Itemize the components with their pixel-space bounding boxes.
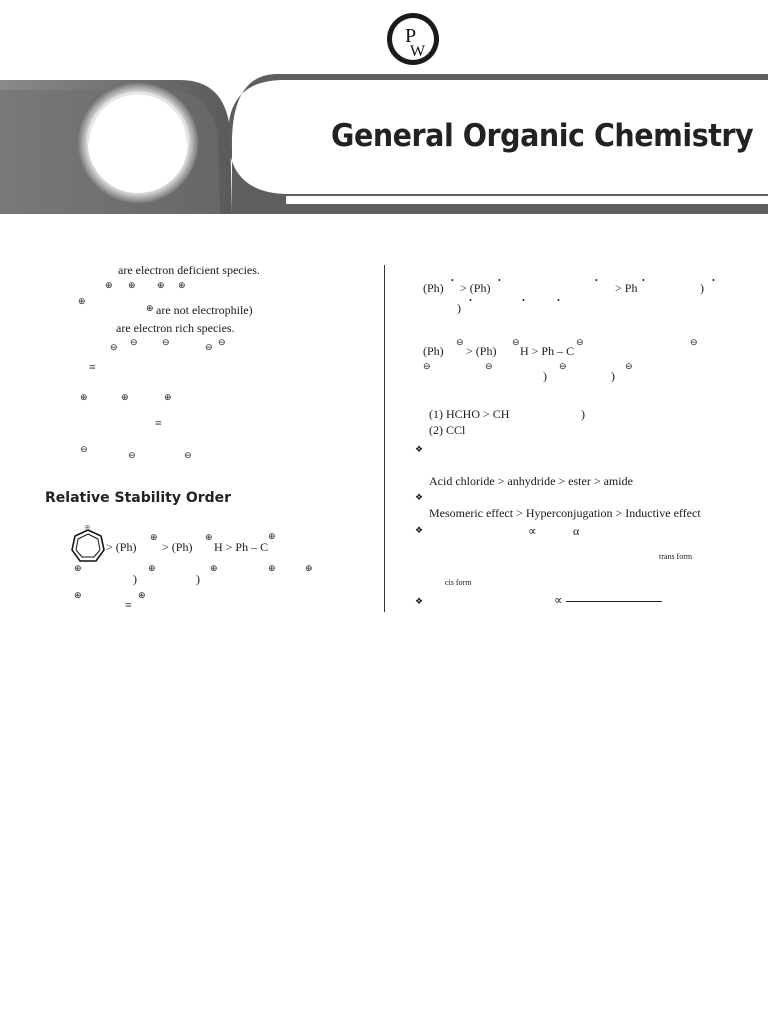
electrophile-definition: are electron deficient species. (118, 263, 260, 277)
reactivity-item-2: (2) CCl (429, 423, 466, 437)
paren: ) (457, 301, 461, 315)
charge-minus: ⊖ (512, 337, 520, 347)
pw-logo (385, 11, 441, 67)
charge-minus: ⊖ (559, 361, 567, 371)
nucleophile-definition: are electron rich species. (116, 321, 235, 335)
triple-bond: ≡ (125, 598, 132, 612)
charge-plus: ⊕ (268, 563, 276, 573)
stability-gt-2: > (Ph) (162, 540, 193, 554)
triple-bond: ≡ (89, 360, 96, 374)
bullet-icon: ❖ (415, 596, 424, 606)
radical-dot: • (451, 276, 454, 285)
radical-dot: • (522, 296, 525, 305)
fraction-bar (566, 601, 662, 602)
charge-plus: ⊕ (146, 303, 154, 313)
charge-minus: ⊖ (576, 337, 584, 347)
proportional-sign: ∝ (528, 524, 537, 538)
charge-minus: ⊖ (128, 450, 136, 460)
charge-minus: ⊖ (456, 337, 464, 347)
logo-letter-w: W (410, 43, 426, 60)
paren: ) (611, 369, 615, 383)
reactivity-item-1: (1) HCHO > CH (429, 407, 510, 421)
proportional-sign: ∝ (554, 593, 563, 607)
stability-tail: H > Ph – C (214, 540, 269, 554)
alpha-symbol: α (573, 524, 580, 538)
charge-minus: ⊖ (205, 342, 213, 352)
charge-minus: ⊖ (184, 450, 192, 460)
radical-order-c: > Ph (615, 281, 638, 295)
radical-dot: • (595, 276, 598, 285)
charge-plus: ⊕ (157, 280, 165, 290)
bullet-icon: ❖ (415, 492, 424, 502)
radical-dot: • (557, 296, 560, 305)
charge-plus: ⊕ (74, 563, 82, 573)
charge-plus: ⊕ (84, 523, 91, 532)
acyl-reactivity-order: Acid chloride > anhydride > ester > amide (429, 474, 633, 488)
charge-minus: ⊕ (105, 280, 113, 290)
charge-plus: ⊕ (150, 532, 158, 542)
charge-minus: ⊖ (130, 337, 138, 347)
paren: ) (543, 369, 547, 383)
anion-order-a: (Ph) (423, 344, 444, 358)
radical-order-b: > (Ph) (460, 281, 491, 295)
page-title: General Organic Chemistry (331, 118, 754, 154)
charge-plus: ⊕ (205, 532, 213, 542)
paren: ) (700, 281, 704, 295)
electronic-effects-order: Mesomeric effect > Hyperconjugation > Inductive effect (429, 506, 701, 520)
charge-plus: ⊕ (164, 392, 172, 402)
anion-order-c: H > Ph – C (520, 344, 575, 358)
charge-minus: ⊖ (218, 337, 226, 347)
paren: ) (196, 572, 200, 586)
logo-letter-p: P (405, 25, 417, 47)
charge-minus: ⊖ (110, 342, 118, 352)
charge-minus: ⊖ (485, 361, 493, 371)
charge-minus: ⊖ (690, 337, 698, 347)
column-divider (384, 265, 385, 612)
charge-plus: ⊕ (268, 531, 276, 541)
not-electrophile-text: are not electrophile) (156, 303, 253, 317)
charge-plus: ⊕ (210, 563, 218, 573)
tropylium-ring-icon (70, 526, 106, 566)
trans-form-label: trans form (659, 552, 693, 561)
radical-dot: • (498, 276, 501, 285)
charge-plus: ⊕ (148, 563, 156, 573)
anion-order-b: > (Ph) (466, 344, 497, 358)
radical-dot: • (712, 276, 715, 285)
paren: ) (581, 407, 585, 421)
triple-bond: ≡ (155, 416, 162, 430)
charge-plus: ⊕ (138, 590, 146, 600)
cis-form-label: cis form (445, 578, 472, 587)
charge-plus: ⊕ (74, 590, 82, 600)
charge-minus: ⊖ (423, 361, 431, 371)
radical-dot: • (469, 296, 472, 305)
charge-plus: ⊕ (305, 563, 313, 573)
charge-plus: ⊕ (128, 280, 136, 290)
bullet-icon: ❖ (415, 525, 424, 535)
bullet-icon: ❖ (415, 444, 424, 454)
charge-minus: ⊖ (162, 337, 170, 347)
radical-order-a: (Ph) (423, 281, 444, 295)
stability-gt-1: > (Ph) (106, 540, 137, 554)
charge-plus: ⊕ (80, 392, 88, 402)
paren: ) (133, 572, 137, 586)
charge-minus: ⊖ (625, 361, 633, 371)
charge-plus: ⊕ (78, 296, 86, 306)
radical-dot: • (642, 276, 645, 285)
charge-plus: ⊕ (178, 280, 186, 290)
charge-plus: ⊕ (121, 392, 129, 402)
header-banner (0, 0, 768, 220)
section-heading: Relative Stability Order (45, 490, 232, 506)
charge-minus: ⊖ (80, 444, 88, 454)
